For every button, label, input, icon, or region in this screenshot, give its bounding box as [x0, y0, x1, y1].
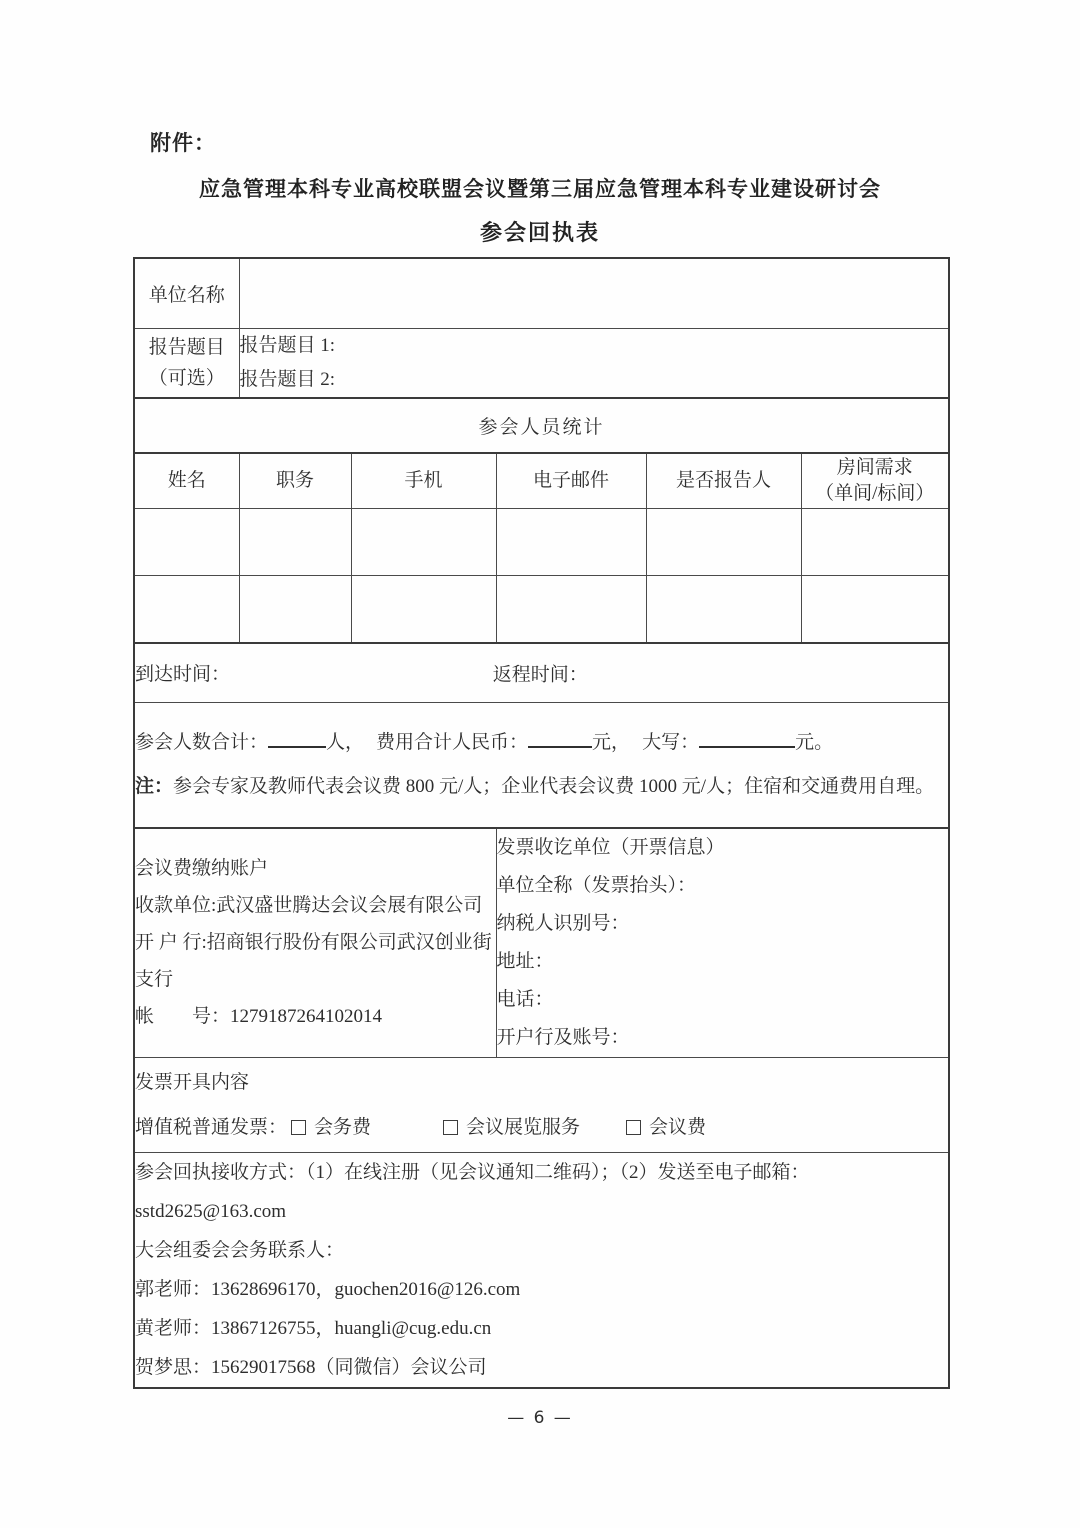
- vat-invoice-label: 增值税普通发票：: [135, 1116, 288, 1138]
- attendee2-name-cell[interactable]: [134, 576, 239, 643]
- row-payment-invoice: [134, 828, 949, 1058]
- report-title-input-cell[interactable]: [239, 328, 949, 398]
- document-subtitle: 参会回执表: [479, 220, 600, 245]
- receipt-method-line: 参会回执接收方式：（1）在线注册（见会议通知二维码）；（2）发送至电子邮箱：sstd2625@163.com: [135, 1161, 810, 1222]
- report-title-1[interactable]: 报告题目 1:: [239, 334, 336, 356]
- note-label: 注：: [135, 775, 174, 797]
- attendee2-room-cell[interactable]: [801, 576, 949, 643]
- row-attendee-section: [134, 398, 949, 453]
- col-header-email: 电子邮件: [496, 453, 646, 509]
- col-header-room-line2: （单间/标间）: [815, 482, 935, 504]
- service-fee-label: 会务费: [314, 1116, 372, 1138]
- report-title-2[interactable]: 报告题目 2:: [239, 368, 336, 390]
- row-times: [134, 643, 949, 703]
- arrival-time-label: 到达时间：: [135, 664, 231, 686]
- report-title-label: [134, 328, 239, 398]
- payment-account-cell: [134, 828, 496, 1058]
- payment-bank-line: 开 户 行:招商银行股份有限公司武汉创业街支行: [135, 932, 492, 990]
- page-number: — 6 —: [507, 1408, 573, 1428]
- contact-guo: 郭老师：13628696170，guochen2016@126.com: [135, 1278, 521, 1300]
- option-conference-fee[interactable]: [626, 1117, 706, 1138]
- invoice-phone-line[interactable]: 电话：: [496, 988, 554, 1010]
- receipt-contacts-cell: [134, 1152, 949, 1388]
- totals-fee-unit: 元，: [592, 731, 631, 753]
- attendee1-room-cell[interactable]: [801, 509, 949, 576]
- row-report-title: [134, 328, 949, 398]
- totals-line: [135, 721, 948, 765]
- invoice-content-cell: [134, 1057, 949, 1152]
- invoice-tax-id-line[interactable]: 纳税人识别号：: [496, 912, 630, 934]
- row-totals: [134, 703, 949, 828]
- payment-title: 会议费缴纳账户: [135, 858, 269, 879]
- row-invoice-content: [134, 1057, 949, 1152]
- unit-name-input-cell[interactable]: [239, 258, 949, 328]
- totals-caps-label: 大写：: [642, 731, 700, 753]
- note-line: [135, 765, 948, 809]
- attendee1-email-cell[interactable]: [496, 509, 646, 576]
- invoice-content-title: 发票开具内容: [135, 1071, 250, 1093]
- contact-huang: 黄老师：13867126755，huangli@cug.edu.cn: [135, 1317, 492, 1339]
- attendee-row-1: [134, 509, 949, 576]
- col-header-mobile: 手机: [351, 453, 496, 509]
- payment-account-line: 帐 号：1279187264102014: [135, 1006, 383, 1027]
- attachment-label: 附件：: [150, 131, 216, 155]
- attendee1-speaker-cell[interactable]: [646, 509, 801, 576]
- payment-payee-line: 收款单位:武汉盛世腾达会议会展有限公司: [135, 895, 483, 916]
- committee-contact-label: 大会组委会会务联系人：: [135, 1239, 345, 1261]
- attendee1-position-cell[interactable]: [239, 509, 351, 576]
- attendee2-mobile-cell[interactable]: [351, 576, 496, 643]
- totals-fee-label: 费用合计人民币：: [376, 731, 529, 753]
- totals-fee-blank[interactable]: [528, 727, 592, 748]
- totals-people-blank[interactable]: [268, 727, 326, 748]
- attendee2-position-cell[interactable]: [239, 576, 351, 643]
- return-time-label: 返程时间：: [492, 664, 588, 686]
- option-exhibition-service[interactable]: [443, 1117, 580, 1138]
- invoice-company-name-line[interactable]: 单位全称（发票抬头）：: [496, 874, 697, 896]
- row-receipt-contacts: [134, 1152, 949, 1388]
- totals-caps-unit: 元。: [795, 731, 834, 753]
- attendee2-speaker-cell[interactable]: [646, 576, 801, 643]
- report-title-label-line1: 报告题目: [148, 336, 225, 358]
- attendee-section-title: 参会人员统计: [134, 398, 949, 453]
- exhibition-service-checkbox[interactable]: [443, 1120, 458, 1135]
- conference-fee-label: 会议费: [649, 1116, 707, 1138]
- attendee-row-2: [134, 576, 949, 643]
- times-cell[interactable]: [134, 643, 949, 703]
- option-service-fee[interactable]: [291, 1117, 371, 1138]
- invoice-content-options: [135, 1105, 948, 1150]
- invoice-info-cell: [496, 828, 949, 1058]
- col-header-room: [801, 453, 949, 509]
- conference-fee-checkbox[interactable]: [626, 1120, 641, 1135]
- totals-caps-blank[interactable]: [699, 727, 795, 748]
- totals-people-unit: 人，: [326, 731, 365, 753]
- attendee1-name-cell[interactable]: [134, 509, 239, 576]
- totals-people-label: 参会人数合计：: [135, 731, 269, 753]
- totals-cell: [134, 703, 949, 828]
- invoice-bank-account-line[interactable]: 开户行及账号：: [496, 1026, 630, 1048]
- reply-form-table: [133, 257, 950, 1389]
- exhibition-service-label: 会议展览服务: [466, 1116, 581, 1138]
- col-header-room-line1: 房间需求: [836, 456, 913, 478]
- col-header-is-speaker: 是否报告人: [646, 453, 801, 509]
- invoice-address-line[interactable]: 地址：: [496, 950, 554, 972]
- row-attendee-header: [134, 453, 949, 509]
- invoice-info-title: 发票收讫单位（开票信息）: [496, 836, 725, 858]
- row-unit-name: [134, 258, 949, 328]
- note-text: 参会专家及教师代表会议费 800 元/人；企业代表会议费 1000 元/人；住宿和交通费用自理。: [173, 775, 935, 797]
- col-header-position: 职务: [239, 453, 351, 509]
- document-title: 应急管理本科专业高校联盟会议暨第三届应急管理本科专业建设研讨会: [199, 177, 881, 201]
- report-title-label-line2: （可选）: [148, 367, 225, 389]
- col-header-name: 姓名: [134, 453, 239, 509]
- unit-name-label: 单位名称: [134, 258, 239, 328]
- contact-he: 贺梦思：15629017568（同微信）会议公司: [135, 1356, 487, 1378]
- service-fee-checkbox[interactable]: [291, 1120, 306, 1135]
- attendee1-mobile-cell[interactable]: [351, 509, 496, 576]
- attendee2-email-cell[interactable]: [496, 576, 646, 643]
